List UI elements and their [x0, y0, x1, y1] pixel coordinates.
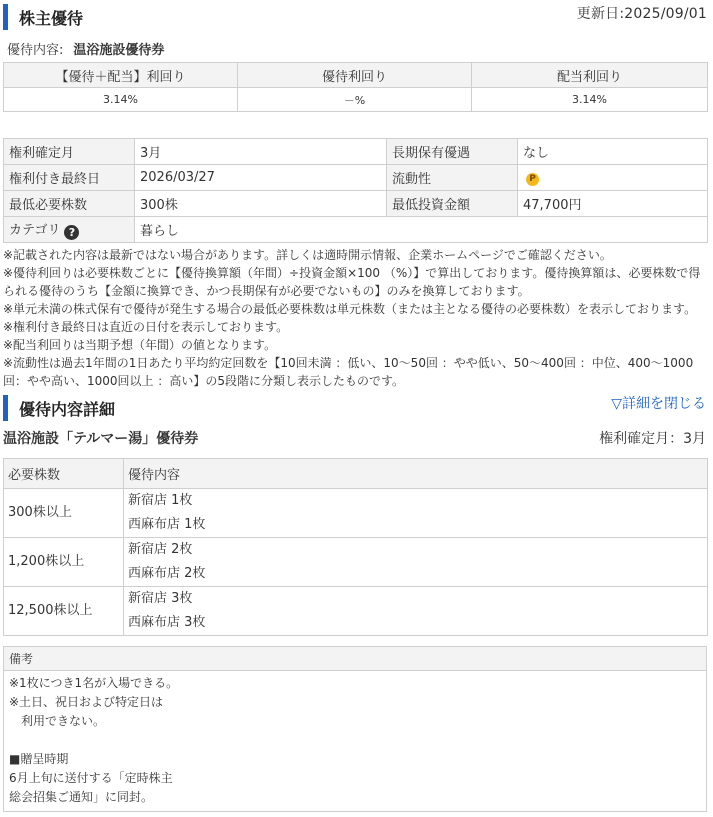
remarks-body: ※1枚につき1名が入場できる。 ※土日、祝日および特定日は 利用できない。 ■贈呈時期 6月上旬に送付する「定時株主 総会招集ご通知」に同封。: [9, 676, 179, 804]
min-shares-label: 最低必要株数: [4, 191, 135, 217]
coupon-rights-month: 権利確定月：3月: [599, 431, 706, 447]
info-table: [3, 138, 708, 243]
row-shares: 300株以上: [4, 489, 124, 538]
section-accent-bar: [3, 395, 8, 421]
yield-value-row: [4, 88, 708, 112]
remarks-header: 備考: [4, 647, 706, 671]
last-day-value: 2026/03/27: [135, 165, 387, 191]
note-item: ※記載された内容は最新ではない場合があります。詳しくは適時開示情報、企業ホームページでご確認ください。: [3, 248, 612, 262]
content-line: 西麻布店 2枚: [128, 566, 206, 581]
col-shares-header: 必要株数: [4, 459, 124, 489]
content-line: 西麻布店 1枚: [128, 517, 206, 532]
min-invest-label: 最低投資金額: [387, 191, 518, 217]
note-item: ※権利付き最終日は直近の日付を表示しております。: [3, 320, 289, 334]
info-row: [4, 191, 708, 217]
category-cell: [4, 217, 135, 243]
notes: [3, 246, 709, 390]
note-item: ※優待利回りは必要株数ごとに【優待換算額（年間）÷投資金額×100 （%）】で算出しております。優待換算額は、必要株数で得られる優待のうち【金額に換算でき、かつ長期保有が必要でないもの】のみを換算しております。: [3, 266, 701, 298]
section-accent-bar: [3, 4, 8, 30]
updated-label: 更新日:: [576, 6, 625, 22]
yield-header-benefit: 優待利回り: [238, 63, 472, 88]
liquidity-value: [518, 165, 708, 191]
category-value: 暮らし: [135, 217, 708, 243]
row-shares: 1,200株以上: [4, 538, 124, 587]
liquidity-coin-icon: P: [526, 173, 539, 186]
benefit-value: 温浴施設優待券: [73, 43, 165, 58]
coupon-subheader: [3, 428, 706, 448]
yield-value-benefit: －%: [238, 88, 472, 112]
rights-month-value: 3月: [135, 139, 387, 165]
info-row: [4, 139, 708, 165]
section-header-detail: [3, 395, 115, 421]
liquidity-label: 流動性: [387, 165, 518, 191]
table-row: [4, 538, 708, 587]
detail-header-row: [4, 459, 708, 489]
help-icon[interactable]: ?: [64, 225, 79, 240]
min-shares-value: 300株: [135, 191, 387, 217]
long-term-value: なし: [518, 139, 708, 165]
section-title: 株主優待: [19, 8, 84, 28]
yield-header-dividend: 配当利回り: [472, 63, 708, 88]
updated-date: [577, 3, 707, 23]
content-line: 新宿店 1枚: [128, 493, 193, 508]
note-item: ※配当利回りは当期予想（年間）の値となります。: [3, 338, 277, 352]
col-content-header: 優待内容: [124, 459, 708, 489]
content-line: 新宿店 3枚: [128, 591, 193, 606]
note-item: ※単元未満の株式保有で優待が発生する場合の最低必要株数は単元株数（または主となる優待の必要株数）を表示しております。: [3, 302, 697, 316]
category-label: カテゴリ: [9, 223, 61, 238]
info-row: [4, 217, 708, 243]
content-line: 西麻布店 3枚: [128, 615, 206, 630]
updated-value: 2025/09/01: [624, 6, 707, 22]
remarks-box: [3, 646, 707, 812]
yield-value-total: 3.14%: [4, 88, 238, 112]
benefit-detail-table: [3, 458, 708, 636]
info-row: [4, 165, 708, 191]
yield-value-dividend: 3.14%: [472, 88, 708, 112]
yield-table: [3, 62, 708, 112]
benefit-label: 優待内容:: [7, 43, 64, 58]
section-header-benefits: [3, 4, 83, 30]
row-content: [124, 587, 708, 636]
coupon-name: 温浴施設「テルマー湯」優待券: [3, 431, 199, 447]
yield-header-row: [4, 63, 708, 88]
row-content: [124, 489, 708, 538]
note-item: ※流動性は過去1年間の1日あたり平均約定回数を【10回未満 ：低い、10～50回 ：やや低い、50～400回 ：中位、400～1000回：やや高い、1000回以上 ：高い】の5段階に分類し表示したものです。: [3, 356, 694, 388]
content-line: 新宿店 2枚: [128, 542, 193, 557]
table-row: [4, 587, 708, 636]
row-shares: 12,500株以上: [4, 587, 124, 636]
table-row: [4, 489, 708, 538]
rights-month-label: 権利確定月: [4, 139, 135, 165]
min-invest-value: 47,700円: [518, 191, 708, 217]
benefit-summary: [7, 39, 164, 58]
yield-header-total: 【優待＋配当】利回り: [4, 63, 238, 88]
long-term-label: 長期保有優遇: [387, 139, 518, 165]
detail-title: 優待内容詳細: [19, 399, 116, 419]
last-day-label: 権利付き最終日: [4, 165, 135, 191]
row-content: [124, 538, 708, 587]
close-detail-link[interactable]: ▽詳細を閉じる: [611, 396, 706, 412]
